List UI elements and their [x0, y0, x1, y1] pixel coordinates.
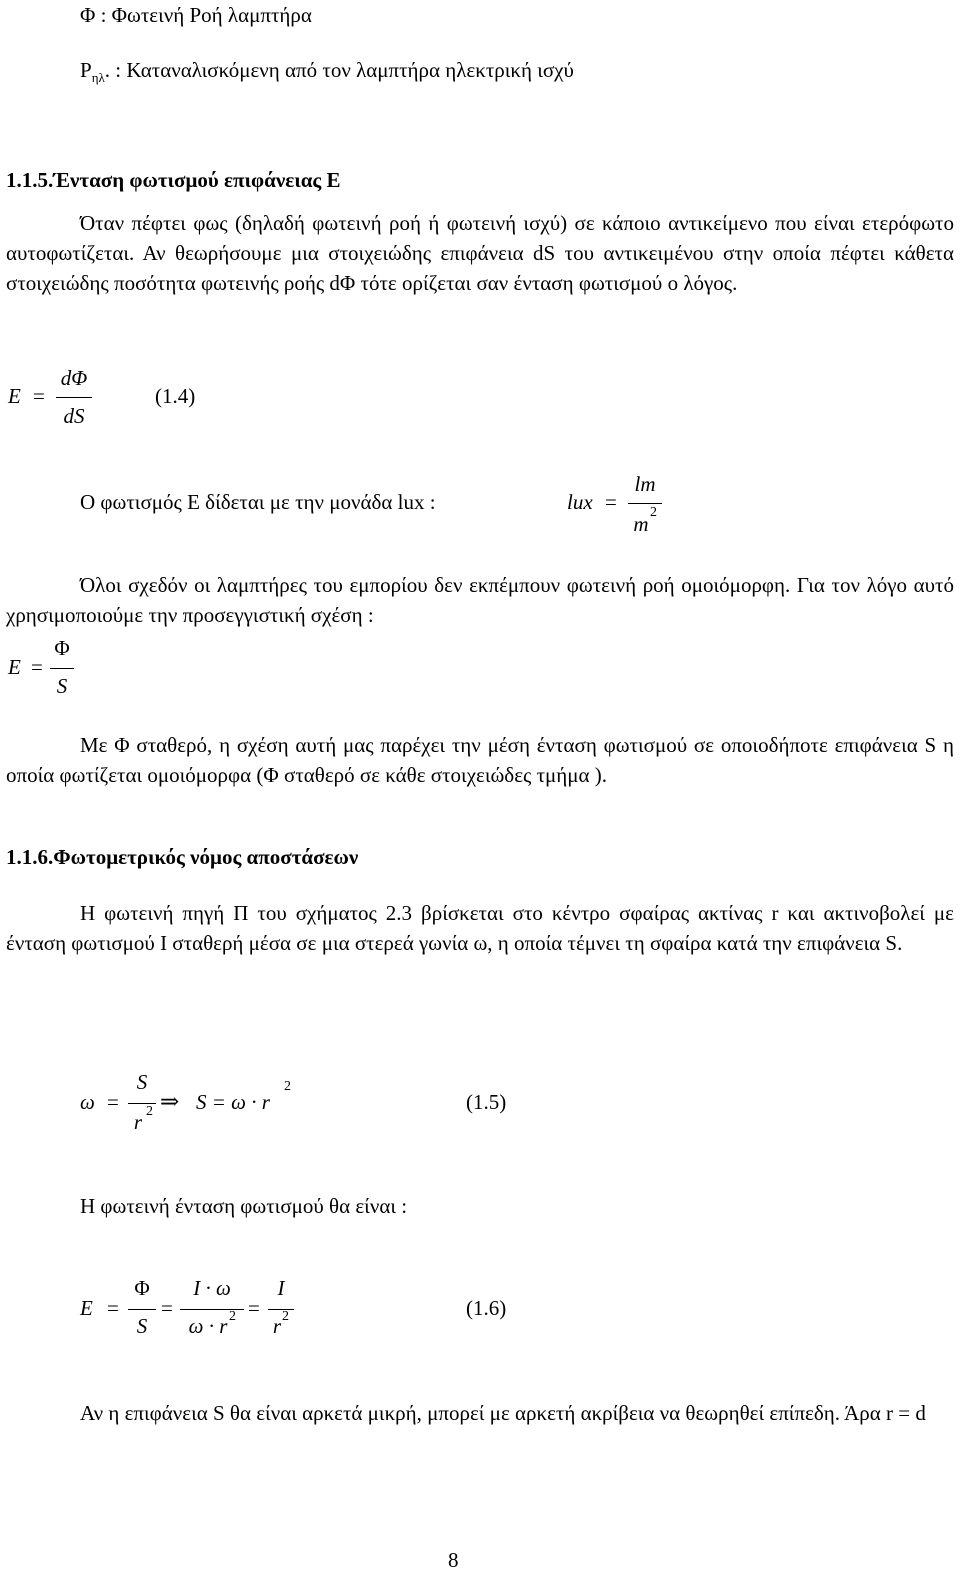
power-symbol: P: [80, 58, 92, 82]
eq16-f1-bar: [128, 1309, 156, 1310]
eq16-f1-denominator: S: [136, 1314, 148, 1338]
paragraph-nonuniform: Όλοι σχεδόν οι λαμπτήρες του εμπορίου δεν εκπέμπουν φωτεινή ροή ομοιόμορφη. Για τον λόγο αυτό χρησιμοποιούμε την προσεγγιστική σχέση :: [6, 573, 954, 627]
paragraph-source-sphere: Η φωτεινή πηγή Π του σχήματος 2.3 βρίσκεται στο κέντρο σφαίρας ακτίνας r και ακτινοβολεί με ένταση φωτισμού I σταθερή μέσα σε μια στερεά γωνία ω, η οποία τέμνει τη σφαίρα κατά την επιφάνεια S.: [6, 901, 954, 955]
eq16-f3-numerator: I: [277, 1276, 285, 1300]
approx-fraction: [50, 636, 74, 702]
lux-equals: =: [605, 490, 617, 514]
lux-fraction-bar: [628, 503, 662, 504]
eq15-rhs-exponent: 2: [284, 1079, 291, 1094]
power-text: . : Καταναλισκόμενη από τον λαμπτήρα ηλεκτρική ισχύ: [104, 58, 574, 82]
page-number: 8: [448, 1548, 459, 1572]
definition-phi: Φ : Φωτεινή Ροή λαμπτήρα: [80, 3, 312, 27]
eq15-rhs: S = ω · r: [196, 1090, 270, 1114]
approx-lhs: E: [8, 655, 21, 679]
lux-exponent: 2: [650, 505, 657, 520]
eq16-fraction-3: [268, 1276, 294, 1342]
eq16-equals-3: =: [248, 1296, 260, 1320]
section-heading-1-1-6: 1.1.6.Φωτομετρικός νόμος αποστάσεων: [6, 845, 359, 869]
power-subscript: ηλ: [91, 70, 105, 86]
eq14-fraction: [56, 366, 92, 432]
eq15-equals: =: [107, 1090, 119, 1114]
paragraph-illuminance-definition: Όταν πέφτει φως (δηλαδή φωτεινή ροή ή φωτεινή ισχύ) σε κάποιο αντικείμενο που είναι ετερόφωτο αυτοφωτίζεται. Αν θεωρήσουμε μια στοιχειώδης επιφάνεια dS του αντικειμένου στην οποία πέφτει κάθετα στοιχειώδης ποσότητα φωτεινής ροής dΦ τότε ορίζεται σαν ένταση φωτισμού ο λόγος.: [6, 211, 954, 295]
eq16-fraction-1: [128, 1276, 156, 1342]
eq16-f2-numerator: I · ω: [193, 1276, 231, 1300]
eq16-f2-denominator: ω · r: [188, 1314, 228, 1338]
eq16-f1-numerator: Φ: [134, 1276, 150, 1300]
lux-sentence: Ο φωτισμός E δίδεται με την μονάδα lux :: [80, 490, 436, 514]
eq16-f3-bar: [268, 1309, 294, 1310]
approx-fraction-bar: [50, 668, 74, 669]
paragraph-mean-illuminance: Με Φ σταθερό, η σχέση αυτή μας παρέχει την μέση ένταση φωτισμού σε οποιοδήποτε επιφάνεια S η οποία φωτίζεται ομοιόμορφα (Φ σταθερό σε κάθε στοιχειώδες τμήμα ).: [6, 733, 954, 787]
lux-lhs: lux: [567, 490, 593, 514]
approx-numerator: Φ: [54, 636, 70, 660]
section-heading-1-1-5: 1.1.5.Ένταση φωτισμού επιφάνειας E: [6, 168, 341, 192]
eq15-denominator: r: [133, 1110, 143, 1134]
eq16-lhs: E: [80, 1296, 93, 1320]
eq16-f3-denominator: r: [272, 1314, 282, 1338]
eq14-lhs: E: [8, 384, 21, 408]
intensity-sentence: Η φωτεινή ένταση φωτισμού θα είναι :: [80, 1194, 408, 1218]
implies-arrow-icon: ⇒: [160, 1089, 180, 1114]
eq16-f3-exponent: 2: [282, 1309, 289, 1324]
eq16-equals-2: =: [161, 1296, 173, 1320]
eq16-label: (1.6): [466, 1296, 507, 1320]
eq14-label: (1.4): [155, 384, 196, 408]
eq14-denominator: dS: [63, 404, 85, 428]
eq15-label: (1.5): [466, 1090, 507, 1114]
eq15-fraction: [128, 1070, 156, 1136]
eq16-equals-1: =: [107, 1296, 119, 1320]
eq14-numerator: dΦ: [60, 366, 88, 390]
eq15-lhs: ω: [80, 1090, 95, 1114]
eq15-numerator: S: [136, 1070, 148, 1094]
eq14-fraction-bar: [56, 397, 92, 398]
lux-denominator: m: [633, 512, 649, 536]
approx-equals: =: [31, 655, 43, 679]
eq15-den-exponent: 2: [146, 1104, 153, 1119]
paragraph-closing: Αν η επιφάνεια S θα είναι αρκετά μικρή, μπορεί με αρκετή ακρίβεια να θεωρηθεί επίπεδη. Άρα r = d: [80, 1401, 926, 1425]
eq14-equals: =: [33, 384, 45, 408]
approx-denominator: S: [56, 674, 68, 698]
eq16-f2-exponent: 2: [229, 1309, 236, 1324]
lux-numerator: lm: [634, 472, 656, 496]
definition-power: [80, 58, 574, 86]
